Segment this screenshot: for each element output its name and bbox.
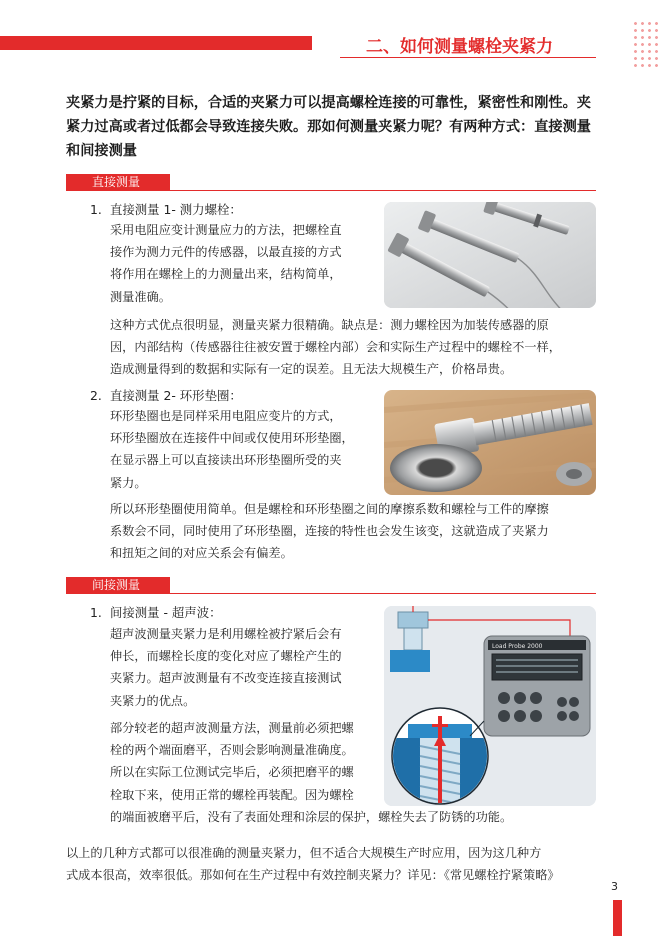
footer-red-bar: [613, 900, 622, 936]
header-red-bar: [0, 36, 312, 50]
text-line: 栓取下来，使用正常的螺栓再装配。因为螺栓: [110, 787, 354, 802]
item-desc2-last-line: 的端面被磨平后，没有了表面处理和涂层的保护，螺栓失去了防锈的功能。: [110, 810, 513, 824]
text-line: 部分较老的超声波测量方法，测量前必须把螺: [110, 721, 354, 735]
item-title-load-bolt: [90, 200, 242, 220]
item-title-text: 直接测量 1- 测力螺栓：: [110, 202, 242, 217]
decorative-dots: [632, 20, 662, 68]
page-number: 3: [611, 880, 618, 893]
text-line: 伸长，而螺栓长度的变化对应了螺栓产生的: [110, 649, 342, 664]
text-line: 所以在实际工位测试完毕后，必须把磨平的螺: [110, 765, 354, 780]
item-desc-load-washer: [110, 405, 380, 494]
text-line: 测量准确。: [110, 289, 171, 304]
text-line: 栓的两个端面磨平，否则会影响测量准确度。: [110, 743, 354, 758]
item-title-load-washer: [90, 386, 242, 406]
text-line: 式成本很高，效率很低。那如何在生产过程中有效控制夹紧力？详见：《常见螺栓拧紧策略》: [66, 868, 560, 883]
item-desc-ultrasonic: [110, 623, 380, 712]
ultrasonic-illustration: [384, 606, 596, 806]
item-number: 2.: [90, 388, 102, 403]
text-line: 夹紧力。超声波测量有不改变连接直接测试: [110, 671, 342, 686]
text-line: 采用电阻应变计测量应力的方法，把螺栓直: [110, 223, 342, 237]
section-divider-indirect: [66, 593, 596, 594]
text-line: 将作用在螺栓上的力测量出来，结构简单，: [110, 267, 342, 282]
header-underline: [340, 57, 596, 58]
page-title: 二、如何测量螺栓夹紧力: [366, 37, 553, 57]
text-line: 紧力。: [110, 475, 147, 490]
item-desc-load-bolt: [110, 219, 380, 308]
text-line: 环形垫圈也是同样采用电阻应变片的方式，: [110, 409, 342, 423]
text-line: 所以环形垫圈使用简单。但是螺栓和环形垫圈之间的摩擦系数和螺栓与工件的摩擦: [110, 502, 549, 516]
device-label: Load Probe 2000: [492, 643, 543, 650]
section-label-direct: 直接测量: [66, 174, 170, 191]
text-line: 这种方式优点很明显，测量夹紧力很精确。缺点是：测力螺栓因为加装传感器的原: [110, 318, 549, 332]
item-note-load-washer: [110, 498, 600, 565]
item-title-ultrasonic: [90, 603, 221, 623]
text-line: 接作为测力元件的传感器，以最直接的方式: [110, 245, 342, 260]
ultrasonic-diagram: [384, 606, 596, 806]
item-title-text: 直接测量 2- 环形垫圈：: [110, 388, 242, 403]
text-line: 因，内部结构（传感器往往被安置于螺栓内部）会和实际生产过程中的螺栓不一样，: [110, 340, 561, 355]
item-desc2-ultrasonic: [110, 717, 380, 806]
item-number: 1.: [90, 605, 102, 620]
text-line: 造成测量得到的数据和实际有一定的误差。且无法大规模生产，价格昂贵。: [110, 362, 513, 377]
load-washer-illustration: [384, 390, 596, 495]
section-label-indirect: 间接测量: [66, 577, 170, 594]
item-note-load-bolt: [110, 314, 600, 381]
text-line: 和扭矩之间的对应关系会有偏差。: [110, 546, 293, 561]
intro-paragraph: 夹紧力是拧紧的目标，合适的夹紧力可以提高螺栓连接的可靠性，紧密性和刚性。夹紧力过高或者过低都会导致连接失败。那如何测量夹紧力呢？有两种方式：直接测量和间接测量: [66, 95, 591, 159]
item-title-text: 间接测量 - 超声波：: [110, 605, 222, 620]
item-number: 1.: [90, 202, 102, 217]
text-line: 以上的几种方式都可以很准确的测量夹紧力，但不适合大规模生产时应用，因为这几种方: [66, 846, 542, 860]
text-line: 超声波测量夹紧力是利用螺栓被拧紧后会有: [110, 627, 342, 641]
text-line: 环形垫圈放在连接件中间或仅使用环形垫圈，: [110, 431, 354, 446]
load-washer-photo: [384, 390, 596, 495]
text-line: 在显示器上可以直接读出环形垫圈所受的夹: [110, 453, 342, 468]
conclusion-paragraph: [66, 842, 602, 886]
load-bolt-illustration: [384, 202, 596, 308]
text-line: 夹紧力的优点。: [110, 693, 196, 708]
text-line: 系数会不同，同时使用了环形垫圈，连接的特性也会发生该变，这就造成了夹紧力: [110, 524, 549, 539]
section-divider-direct: [66, 190, 596, 191]
load-bolt-photo: [384, 202, 596, 308]
